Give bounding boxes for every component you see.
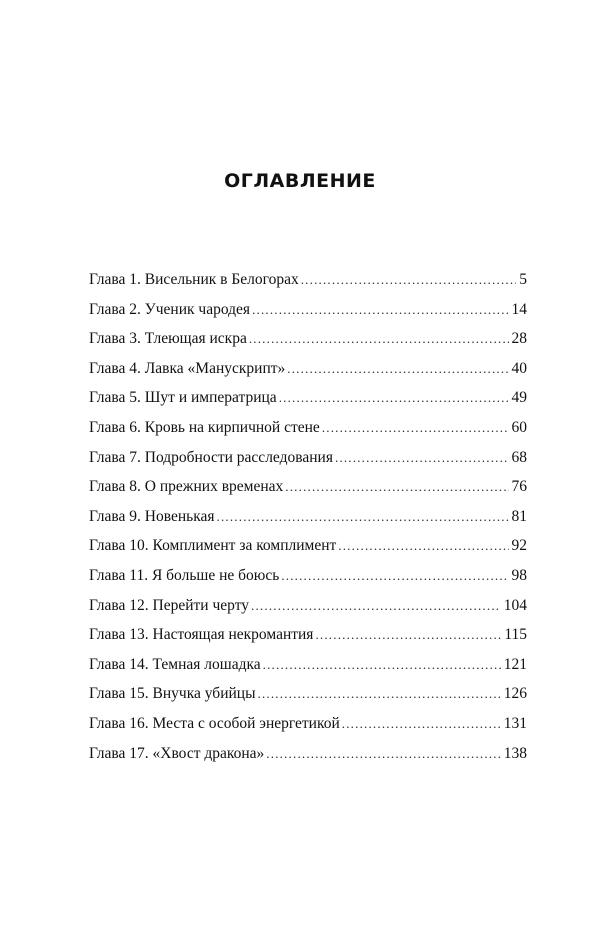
toc-entry bbox=[89, 567, 527, 597]
chapter-title: Глава 2. Ученик чародея bbox=[89, 300, 251, 318]
chapter-title: Глава 9. Новенькая bbox=[89, 507, 215, 525]
dot-leader bbox=[217, 508, 509, 526]
page-number: 49 bbox=[511, 389, 527, 407]
page-number: 5 bbox=[519, 271, 527, 288]
page-number: 76 bbox=[511, 478, 527, 496]
dot-leader bbox=[252, 301, 508, 319]
chapter-title: Глава 8. О прежних временах bbox=[89, 478, 284, 496]
toc-entry bbox=[89, 301, 527, 331]
dot-leader bbox=[338, 537, 508, 555]
chapter-title: Глава 13. Настоящая некромантия bbox=[89, 626, 314, 644]
page-number: 104 bbox=[503, 596, 527, 614]
chapter-title: Глава 12. Перейти черту bbox=[89, 596, 250, 614]
toc-entry bbox=[89, 745, 527, 775]
toc-entry bbox=[89, 626, 527, 656]
dot-leader bbox=[249, 330, 509, 348]
chapter-title: Глава 16. Места с особой энергетикой bbox=[89, 714, 340, 732]
page-number: 14 bbox=[511, 300, 527, 318]
toc-entry bbox=[89, 597, 527, 627]
dot-leader bbox=[285, 478, 508, 496]
chapter-title: Глава 15. Внучка убийцы bbox=[89, 685, 256, 703]
chapter-title: Глава 1. Висельник в Белогорах bbox=[89, 271, 299, 288]
toc-entry bbox=[89, 537, 527, 567]
dot-leader bbox=[315, 626, 501, 644]
page-number: 138 bbox=[503, 744, 527, 762]
page-number: 68 bbox=[511, 448, 527, 466]
chapter-title: Глава 5. Шут и императрица bbox=[89, 389, 277, 407]
page-number: 115 bbox=[504, 626, 527, 644]
chapter-title: Глава 7. Подробности расследования bbox=[89, 448, 333, 466]
page-number: 92 bbox=[511, 537, 527, 555]
toc-entry bbox=[89, 508, 527, 538]
dot-leader bbox=[301, 271, 517, 289]
toc-title: ОГЛАВЛЕНИЕ bbox=[224, 170, 376, 192]
toc-entry bbox=[89, 478, 527, 508]
toc-entry bbox=[89, 360, 527, 390]
toc-entry bbox=[89, 449, 527, 479]
page-number: 81 bbox=[511, 507, 527, 525]
page-number: 98 bbox=[511, 566, 527, 584]
dot-leader bbox=[263, 656, 501, 674]
dot-leader bbox=[335, 449, 509, 467]
page-number: 131 bbox=[503, 714, 527, 732]
chapter-title: Глава 17. «Хвост дракона» bbox=[89, 744, 265, 762]
dot-leader bbox=[281, 567, 508, 585]
toc-entry bbox=[89, 330, 527, 360]
page-number: 126 bbox=[503, 685, 527, 703]
toc-entry bbox=[89, 389, 527, 419]
chapter-title: Глава 11. Я больше не боюсь bbox=[89, 566, 280, 584]
page-number: 60 bbox=[511, 418, 527, 436]
dot-leader bbox=[251, 597, 501, 615]
dot-leader bbox=[287, 360, 508, 378]
toc-entry bbox=[89, 715, 527, 745]
table-of-contents bbox=[89, 271, 527, 774]
chapter-title: Глава 14. Темная лошадка bbox=[89, 655, 261, 673]
dot-leader bbox=[258, 685, 501, 703]
dot-leader bbox=[322, 419, 509, 437]
page-number: 40 bbox=[511, 359, 527, 377]
toc-entry bbox=[89, 656, 527, 686]
chapter-title: Глава 10. Комплимент за комплимент bbox=[89, 537, 337, 555]
chapter-title: Глава 4. Лавка «Манускрипт» bbox=[89, 359, 286, 377]
toc-entry bbox=[89, 419, 527, 449]
dot-leader bbox=[279, 389, 509, 407]
page-number: 121 bbox=[503, 655, 527, 673]
chapter-title: Глава 3. Тлеющая искра bbox=[89, 330, 247, 348]
dot-leader bbox=[342, 715, 501, 733]
dot-leader bbox=[266, 745, 500, 763]
toc-entry bbox=[89, 271, 527, 301]
toc-entry bbox=[89, 685, 527, 715]
page-number: 28 bbox=[511, 330, 527, 348]
chapter-title: Глава 6. Кровь на кирпичной стене bbox=[89, 418, 320, 436]
